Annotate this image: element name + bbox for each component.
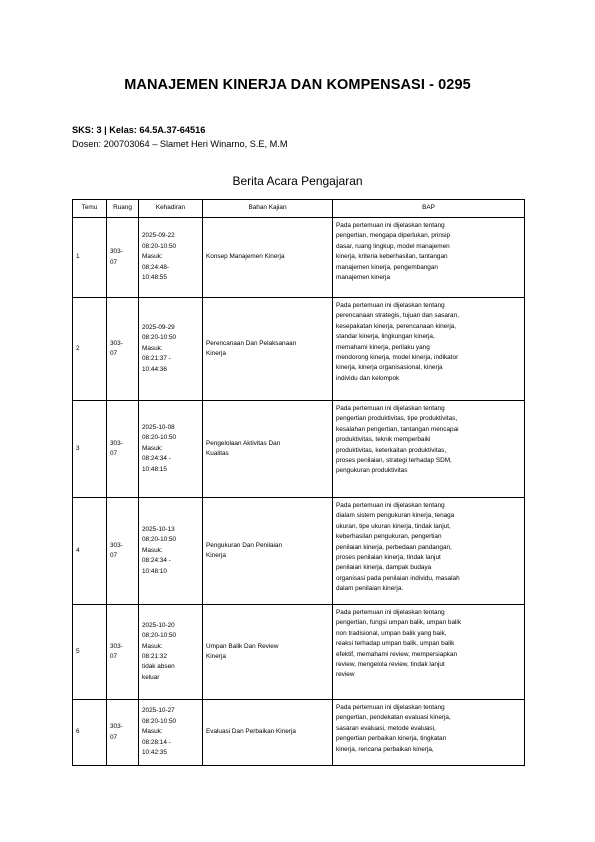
bap-cell-line: manajemen kinerja [336, 274, 390, 282]
course-info: SKS: 3 | Kelas: 64.5A.37-64516 [72, 125, 206, 135]
bahan-kajian-cell [203, 298, 333, 401]
bap-cell-line: penilaian kinerja, dampak budaya [336, 564, 432, 572]
bap-cell-line: keberhasilan pengukuran, pengertian [336, 533, 442, 541]
ruang-cell [107, 401, 139, 498]
bap-cell-line: kesepakatan kinerja, perencanaan kinerja, [336, 322, 457, 330]
bahan-kajian-cell-line: Kinerja [206, 552, 226, 559]
bap-cell [333, 700, 525, 766]
bahan-kajian-cell-line: Kinerja [206, 350, 226, 357]
kehadiran-cell-line: 2025-09-22 [142, 232, 175, 240]
kehadiran-cell-line: 08:20-10:50 [142, 334, 177, 342]
ruang-cell-line: 07 [110, 653, 118, 660]
bap-cell-line: dasar, ruang lingkup, model manajemen [336, 242, 450, 250]
table-header-row [73, 200, 525, 218]
bap-cell-line: standar kinerja, lingkungan kinerja, [336, 333, 435, 341]
bap-cell [333, 401, 525, 498]
kehadiran-cell-line: 10:44:36 [142, 365, 167, 373]
bap-cell-line: review, mengelola review, tindak lanjut [336, 661, 445, 669]
table-row [73, 700, 525, 766]
kehadiran-cell-line: 2025-10-08 [142, 423, 175, 431]
bap-cell-line: kinerja, kinerja organisasional, kinerja [336, 364, 443, 372]
bap-cell-line: dalam penilaian kinerja. [336, 585, 404, 593]
kehadiran-cell-line: 10:48:15 [142, 465, 167, 473]
kehadiran-cell-line: 10:48:55 [142, 274, 167, 282]
kehadiran-cell-line: 10:48:10 [142, 567, 167, 575]
kehadiran-cell-line: Masuk: [142, 253, 163, 261]
ruang-cell-line: 303- [110, 248, 123, 256]
bap-cell-line: pengukuran produktivitas [336, 467, 408, 475]
ruang-cell [107, 298, 139, 401]
ruang-cell [107, 498, 139, 605]
kehadiran-cell [139, 298, 203, 401]
ruang-cell-line: 07 [110, 733, 118, 741]
ruang-cell-line: 303- [110, 723, 123, 731]
temu-cell-line: 5 [76, 647, 80, 655]
bahan-kajian-cell-line: Pengelolaan Aktivitas Dan [206, 439, 281, 447]
bahan-kajian-cell-line: Perencanaan Dan Pelaksanaan [206, 339, 297, 347]
bap-cell-line: reaksi terhadap umpan balik, umpan balik [336, 640, 455, 648]
header-bahan-kajian: Bahan Kajian [203, 200, 333, 218]
ruang-cell-line: 07 [110, 350, 118, 357]
temu-cell-line: 2 [76, 344, 80, 352]
kehadiran-cell-line: 08:28:14 - [142, 738, 171, 746]
bap-cell [333, 298, 525, 401]
bap-cell-line: dialam sistem pengukuran kinerja, tenaga [336, 512, 455, 520]
section-title: Berita Acara Pengajaran [232, 174, 363, 188]
bap-cell-line: manajemen kinerja, pengembangan [336, 263, 438, 271]
bap-cell-line: pengertian perbaikan kinerja, tingkatan [336, 735, 447, 743]
table-row [73, 218, 525, 298]
ruang-cell [107, 605, 139, 700]
temu-cell [73, 298, 107, 401]
header-temu: Temu [73, 200, 107, 218]
lecturer-info: Dosen: 200703064 – Slamet Heri Winarno, S.E, M.M [72, 139, 288, 149]
table-row [73, 498, 525, 605]
bap-cell-line: Pada pertemuan ini dijelaskan tentang [336, 502, 445, 509]
bap-cell [333, 498, 525, 605]
table-row [73, 298, 525, 401]
bap-cell-line: Pada pertemuan ini dijelaskan tentang [336, 302, 445, 309]
bahan-kajian-cell-line: Konsep Manajemen Kinerja [206, 253, 285, 261]
kehadiran-cell-line: 08:21:32 [142, 653, 167, 660]
bahan-kajian-cell [203, 218, 333, 298]
bap-cell-line: kinerja, kriteria keberhasilan, tantangan [336, 253, 448, 261]
bap-cell-line: pengertian, mengapa diperlukan, prinsip [336, 232, 451, 240]
document-title: MANAJEMEN KINERJA DAN KOMPENSASI - 0295 [124, 77, 471, 93]
bahan-kajian-cell-line: Kinerja [206, 653, 226, 660]
temu-cell [73, 605, 107, 700]
bap-cell [333, 218, 525, 298]
kehadiran-cell [139, 700, 203, 766]
kehadiran-cell-line: 08:20-10:50 [142, 632, 177, 640]
kehadiran-cell-line: 10:42:35 [142, 749, 167, 757]
kehadiran-cell-line: 2025-10-20 [142, 621, 175, 629]
bap-cell-line: mendorong kinerja, model kinerja, indikator [336, 354, 459, 362]
bahan-kajian-cell [203, 498, 333, 605]
bap-cell-line: proses penilaian, strategi terhadap SDM, [336, 457, 452, 465]
kehadiran-cell-line: tidak absen [142, 663, 175, 671]
bap-cell [333, 605, 525, 700]
kehadiran-cell-line: 08:20-10:50 [142, 717, 177, 725]
temu-cell-line: 4 [76, 546, 80, 554]
bap-cell-line: proses penilaian kinerja, tindak lanjut [336, 554, 441, 562]
bap-cell-line: perencanaan strategis, tujuan dan sasaran, [336, 312, 459, 320]
bap-cell-line: Pada pertemuan ini dijelaskan tentang [336, 222, 445, 229]
kehadiran-cell-line: 08:20-10:50 [142, 242, 177, 250]
bahan-kajian-cell-line: Pengukuran Dan Penilaian [206, 541, 283, 549]
kehadiran-cell [139, 605, 203, 700]
temu-cell [73, 498, 107, 605]
kehadiran-cell-line: 2025-09-29 [142, 323, 175, 331]
ruang-cell-line: 07 [110, 258, 118, 266]
header-ruang: Ruang [107, 200, 139, 218]
kehadiran-cell-line: 2025-10-27 [142, 707, 175, 715]
bap-cell-line: kinerja, rencana perbaikan kinerja, [336, 745, 434, 753]
temu-cell [73, 700, 107, 766]
kehadiran-cell-line: Masuk: [142, 344, 163, 352]
bap-cell-line: produktivitas, keterkaitan produktivitas, [336, 446, 447, 454]
temu-cell-line: 1 [76, 253, 80, 261]
bap-cell-line: kesalahan pengertian, tantangan mencapai [336, 425, 459, 433]
bap-cell-line: individu dan kelompok [336, 374, 400, 382]
bahan-kajian-cell-line: Umpan Balik Dan Review [206, 642, 279, 650]
ruang-cell-line: 303- [110, 642, 123, 650]
bap-cell-line: produktivitas, teknik memperbaiki [336, 436, 431, 444]
bap-cell-line: pengertian, pendekatan evaluasi kinerja, [336, 714, 451, 722]
kehadiran-cell-line: 08:24:34 - [142, 455, 171, 463]
bahan-kajian-cell [203, 605, 333, 700]
header-bap: BAP [333, 200, 525, 218]
ruang-cell [107, 218, 139, 298]
ruang-cell-line: 303- [110, 339, 123, 347]
kehadiran-cell-line: Masuk: [142, 642, 163, 650]
bahan-kajian-cell-line: Kualitas [206, 450, 229, 457]
kehadiran-cell-line: 08:24:48- [142, 263, 170, 271]
temu-cell-line: 3 [76, 444, 80, 452]
bahan-kajian-cell [203, 700, 333, 766]
bap-cell-line: organisasi pada penilaian individu, masalah [336, 574, 460, 582]
table-row [73, 605, 525, 700]
kehadiran-cell-line: 08:21:37 - [142, 355, 171, 363]
bap-cell-line: sasaran evaluasi, metode evaluasi, [336, 724, 436, 732]
bap-cell-line: pengertian, fungsi umpan balik, umpan balik [336, 619, 462, 627]
ruang-cell-line: 303- [110, 541, 123, 549]
bahan-kajian-cell-line: Evaluasi Dan Perbaikan Kinerja [206, 728, 296, 736]
bap-cell-line: Pada pertemuan ini dijelaskan tentang [336, 609, 445, 616]
bap-cell-line: review [336, 671, 355, 679]
kehadiran-cell-line: Masuk: [142, 546, 163, 554]
bap-cell-line: efektif, memahami review, mempersiapkan [336, 650, 458, 658]
kehadiran-cell [139, 498, 203, 605]
kehadiran-cell [139, 401, 203, 498]
bap-cell-line: ukuran, tipe ukuran kinerja, tindak lanjut, [336, 522, 451, 530]
kehadiran-cell-line: 08:24:34 - [142, 557, 171, 565]
header-kehadiran: Kehadiran [139, 200, 203, 218]
bap-cell-line: Pada pertemuan ini dijelaskan tentang [336, 704, 445, 711]
bap-cell-line: Pada pertemuan ini dijelaskan tentang [336, 405, 445, 412]
bahan-kajian-cell [203, 401, 333, 498]
temu-cell [73, 218, 107, 298]
bap-cell-line: non tradisional, umpan balik yang baik, [336, 629, 447, 637]
ruang-cell [107, 700, 139, 766]
bap-cell-line: penilaian kinerja, perbedaan pandangan, [336, 543, 452, 551]
kehadiran-cell-line: 08:20-10:50 [142, 536, 177, 544]
kehadiran-cell-line: 2025-10-13 [142, 525, 175, 533]
temu-cell-line: 6 [76, 728, 80, 736]
ruang-cell-line: 303- [110, 439, 123, 447]
ruang-cell-line: 07 [110, 450, 118, 457]
ruang-cell-line: 07 [110, 552, 118, 559]
bap-cell-line: memahami kinerja, perilaku yang [336, 343, 430, 351]
kehadiran-cell [139, 218, 203, 298]
kehadiran-cell-line: Masuk: [142, 728, 163, 736]
table-row [73, 401, 525, 498]
kehadiran-cell-line: Masuk: [142, 444, 163, 452]
teaching-record-table [72, 199, 525, 766]
temu-cell [73, 401, 107, 498]
bap-cell-line: pengertian produktivitas, tipe produktivitas, [336, 415, 458, 423]
kehadiran-cell-line: keluar [142, 673, 160, 681]
kehadiran-cell-line: 08:20-10:50 [142, 434, 177, 442]
